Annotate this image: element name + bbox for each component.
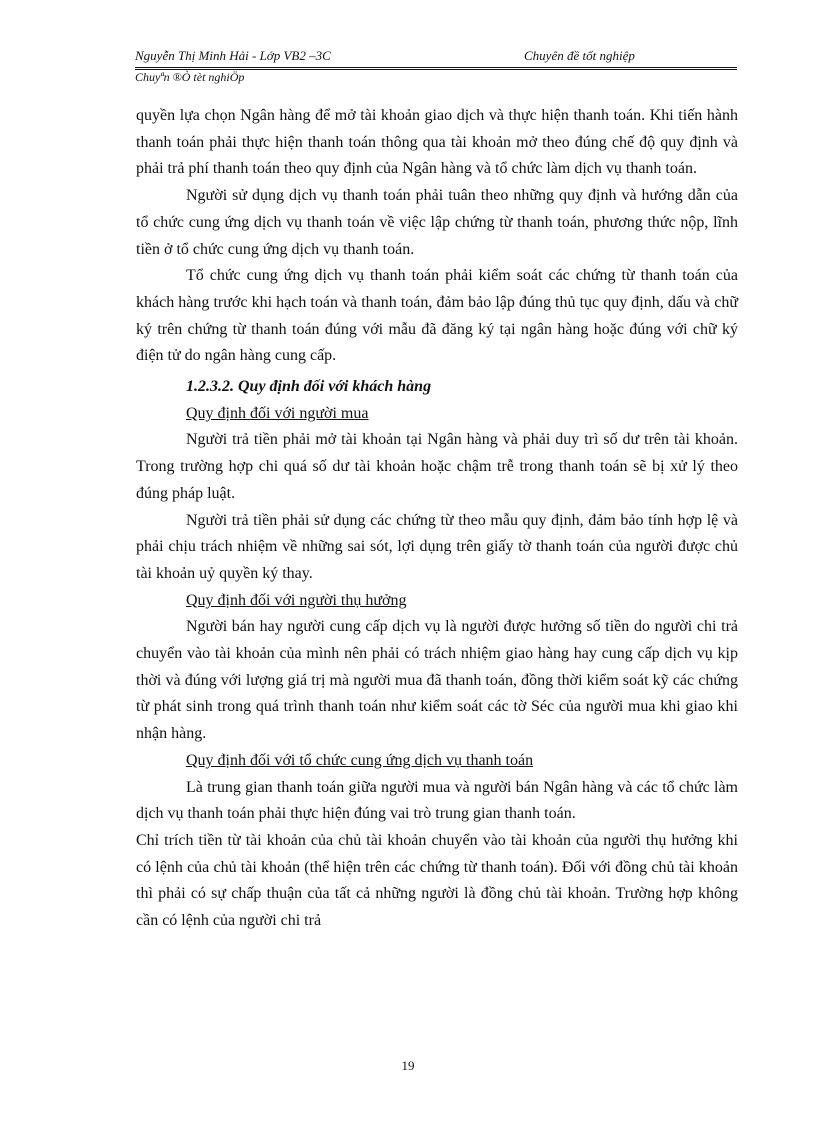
paragraph-5: Người trả tiền phải sử dụng các chứng từ theo mẫu quy định, đảm bảo tính hợp lệ và phải chịu trách nhiệm về những sai sót, lợi dụng trên giấy tờ thanh toán của người được chủ tài khoản uỷ quyền ký thay. [136,511,738,582]
paragraph-1: quyền lựa chọn Ngân hàng để mở tài khoản giao dịch và thực hiện thanh toán. Khi tiến hành thanh toán phải thực hiện thanh toán thông qua tài khoản mở theo đúng chế độ quy định và phải trả phí thanh toán theo quy định của Ngân hàng và tổ chức làm dịch vụ thanh toán. [136,107,738,178]
paragraph-8: Chỉ trích tiền từ tài khoản của chủ tài khoản chuyển vào tài khoản của người thụ hưởng khi có lệnh của chủ tài khoản (thể hiện trên các chứng từ thanh toán). Đối với đồng chủ tài khoản thì phải có sự chấp thuận của tất cả những người là đồng chủ tài khoản. Trường hợp không cần có lệnh của người chi trả [136,831,738,930]
paragraph-6: Người bán hay người cung cấp dịch vụ là người được hưởng số tiền do người chi trả chuyển vào tài khoản của mình nên phải có trách nhiệm giao hàng hay cung cấp dịch vụ kịp thời và đúng với lượng giá trị mà người mua đã thanh toán, đồng thời kiểm soát kỹ các chứng từ phát sinh trong quá trình thanh toán như kiểm soát các tờ Séc của người mua khi giao khi nhận hàng. [136,618,738,743]
section-heading: 1.2.3.2. Quy định đối với khách hàng [186,378,432,396]
paragraph-2: Người sử dụng dịch vụ thanh toán phải tuân theo những quy định và hướng dẫn của tổ chức cung ứng dịch vụ thanh toán về việc lập chứng từ thanh toán, phương thức nộp, lĩnh tiền ở tổ chức cung ứng dịch vụ thanh toán. [136,187,738,258]
header-doc-type: Chuyên đề tốt nghiệp [524,48,635,63]
page-number: 19 [401,1058,415,1073]
paragraph-7: Là trung gian thanh toán giữa người mua và người bán Ngân hàng và các tổ chức làm dịch vụ thanh toán phải thực hiện đúng vai trò trung gian thanh toán. [136,778,738,823]
header-sub-line: Chuyªn ®Ò tèt nghiÖp [135,70,245,84]
document-body [136,103,738,935]
subheading-provider: Quy định đối với tổ chức cung ứng dịch vụ thanh toán [186,751,534,769]
subheading-beneficiary: Quy định đối với người thụ hưởng [186,591,407,609]
subheading-buyer: Quy định đối với người mua [186,404,369,422]
paragraph-4: Người trả tiền phải mở tài khoản tại Ngân hàng và phải duy trì số dư trên tài khoản. Trong trường hợp chi quá số dư tài khoản hoặc chậm trễ trong thanh toán sẽ bị xử lý theo đúng pháp luật. [136,431,738,502]
paragraph-3: Tổ chức cung ứng dịch vụ thanh toán phải kiểm soát các chứng từ thanh toán của khách hàng trước khi hạch toán và thanh toán, đảm bảo lập đúng thủ tục quy định, dấu và chữ ký trên chứng từ thanh toán đúng với mẫu đã đăng ký tại ngân hàng hoặc đúng với chữ ký điện tử do ngân hàng cung cấp. [136,267,738,365]
page-header [135,48,737,88]
header-author: Nguyễn Thị Minh Hải - Lớp VB2 –3C [135,48,331,63]
